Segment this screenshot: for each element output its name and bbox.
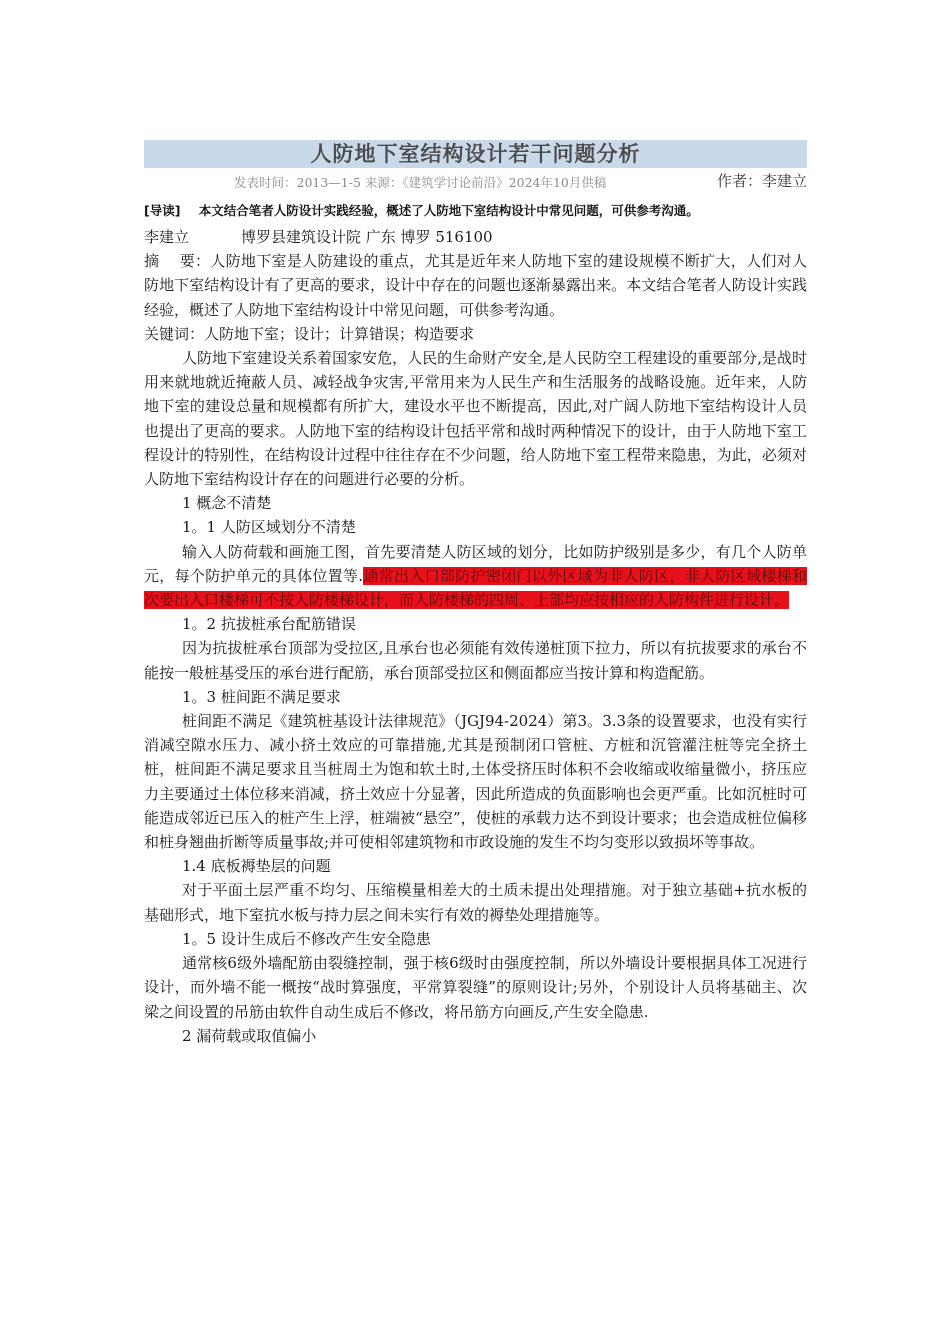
paragraph-1-4: 对于平面土层严重不均匀、压缩模量相差大的土质未提出处理措施。对于独立基础+抗水板的基础形式，地下室抗水板与持力层之间未实行有效的褥垫处理措施等。: [144, 881, 807, 924]
highlighted-text: 通常出入口部防护密闭门以外区域为非人防区，非人防区域楼梯和次要出入口楼梯可不按人防楼梯设计，而人防楼梯的四周、上部均应按相应的人防构件进行设计。: [144, 566, 807, 610]
keywords: 关键词：人防地下室；设计；计算错误；构造要求: [144, 324, 475, 343]
abstract: 摘 要：人防地下室是人防建设的重点，尤其是近年来人防地下室的建设规模不断扩大，人们对人防地下室结构设计有了更高的要求，设计中存在的问题也逐渐暴露出来。本文结合笔者人防设计实践经验，概述了人防地下室结构设计中常见问题，可供参考沟通。: [144, 252, 807, 319]
byline-name: 李建立: [144, 228, 190, 246]
paragraph-1-1-text: 输入人防荷载和画施工图，首先要清楚人防区域的划分，比如防护级别是多少，有几个人防单元，每个防护单元的具体位置等.: [144, 542, 807, 585]
section-heading-1-2: 1。2 抗拔桩承台配筋错误: [182, 615, 356, 634]
guide-text: 本文结合笔者人防设计实践经验，概述了人防地下室结构设计中常见问题，可供参考沟通。: [198, 203, 699, 218]
publish-meta: 发表时间：2013—1-5 来源：《建筑学讨论前沿》2024年10月供稿: [234, 175, 607, 190]
section-heading-1-5: 1。5 设计生成后不修改产生安全隐患: [182, 929, 431, 948]
paragraph-1-2: 因为抗拔桩承台顶部为受拉区,且承台也必须能有效传递桩顶下拉力，所以有抗拔要求的承台不能按一般桩基受压的承台进行配筋，承台顶部受拉区和侧面都应当按计算和构造配筋。: [144, 639, 807, 682]
page-title: 人防地下室结构设计若干问题分析: [310, 142, 641, 166]
guide: [144, 201, 807, 219]
article-body: [144, 225, 807, 1048]
section-heading-2: 2 漏荷载或取值偏小: [182, 1026, 317, 1045]
paragraph-1-1: [144, 540, 807, 613]
intro-paragraph: 人防地下室建设关系着国家安危，人民的生命财产安全,是人民防空工程建设的重要部分,是战时用来就地就近掩蔽人员、减轻战争灾害,平常用来为人民生产和生活服务的战略设施。近年来，人防地下室的建设总量和规模都有所扩大，建设水平也不断提高，因此,对广阔人防地下室结构设计人员也提出了更高的要求。人防地下室的结构设计包括平常和战时两种情况下的设计，由于人防地下室工程设计的特别性，在结构设计过程中往往存在不少问题，给人防地下室工程带来隐患，为此，必须对人防地下室结构设计存在的问题进行必要的分析。: [144, 349, 807, 489]
byline: [144, 225, 807, 249]
section-heading-1-1: 1。1 人防区域划分不清楚: [182, 518, 356, 537]
meta-row: [144, 171, 807, 193]
article: [144, 140, 807, 1048]
author-line: 作者：李建立: [716, 172, 807, 190]
section-heading-1-4: 1.4 底板褥垫层的问题: [182, 857, 331, 876]
paragraph-1-3: 桩间距不满足《建筑桩基设计法律规范》（JGJ94-2024）第3。3.3条的设置要求，也没有实行消减空隙水压力、减小挤土效应的可靠措施,尤其是预制闭口管桩、方桩和沉管灌注桩等完全挤土桩，桩间距不满足要求且当桩周土为饱和软土时,土体受挤压时体积不会收缩或收缩量微小，挤压应力主要通过土体位移来消减，挤土效应十分显著，因此所造成的负面影响也会更严重。比如沉桩时可能造成邻近已压入的桩产生上浮，桩端被“悬空”，使桩的承载力达不到设计要求；也会造成桩位偏移和桩身翘曲折断等质量事故;并可使相邻建筑物和市政设施的发生不均匀变形以致损坏等事故。: [144, 712, 807, 852]
title-bar: [144, 140, 807, 168]
section-heading-1-3: 1。3 桩间距不满足要求: [182, 687, 341, 706]
byline-org: 博罗县建筑设计院 广东 博罗 516100: [241, 228, 493, 246]
paragraph-1-5: 通常核6级外墙配筋由裂缝控制，强于核6级时由强度控制，所以外墙设计要根据具体工况进行设计，而外墙不能一概按“战时算强度，平常算裂缝”的原则设计;另外，个别设计人员将基础主、次梁之间设置的吊筋由软件自动生成后不修改，将吊筋方向画反,产生安全隐患.: [144, 954, 807, 1021]
guide-label: [导读]: [144, 203, 181, 218]
section-heading-1: 1 概念不清楚: [182, 494, 272, 513]
